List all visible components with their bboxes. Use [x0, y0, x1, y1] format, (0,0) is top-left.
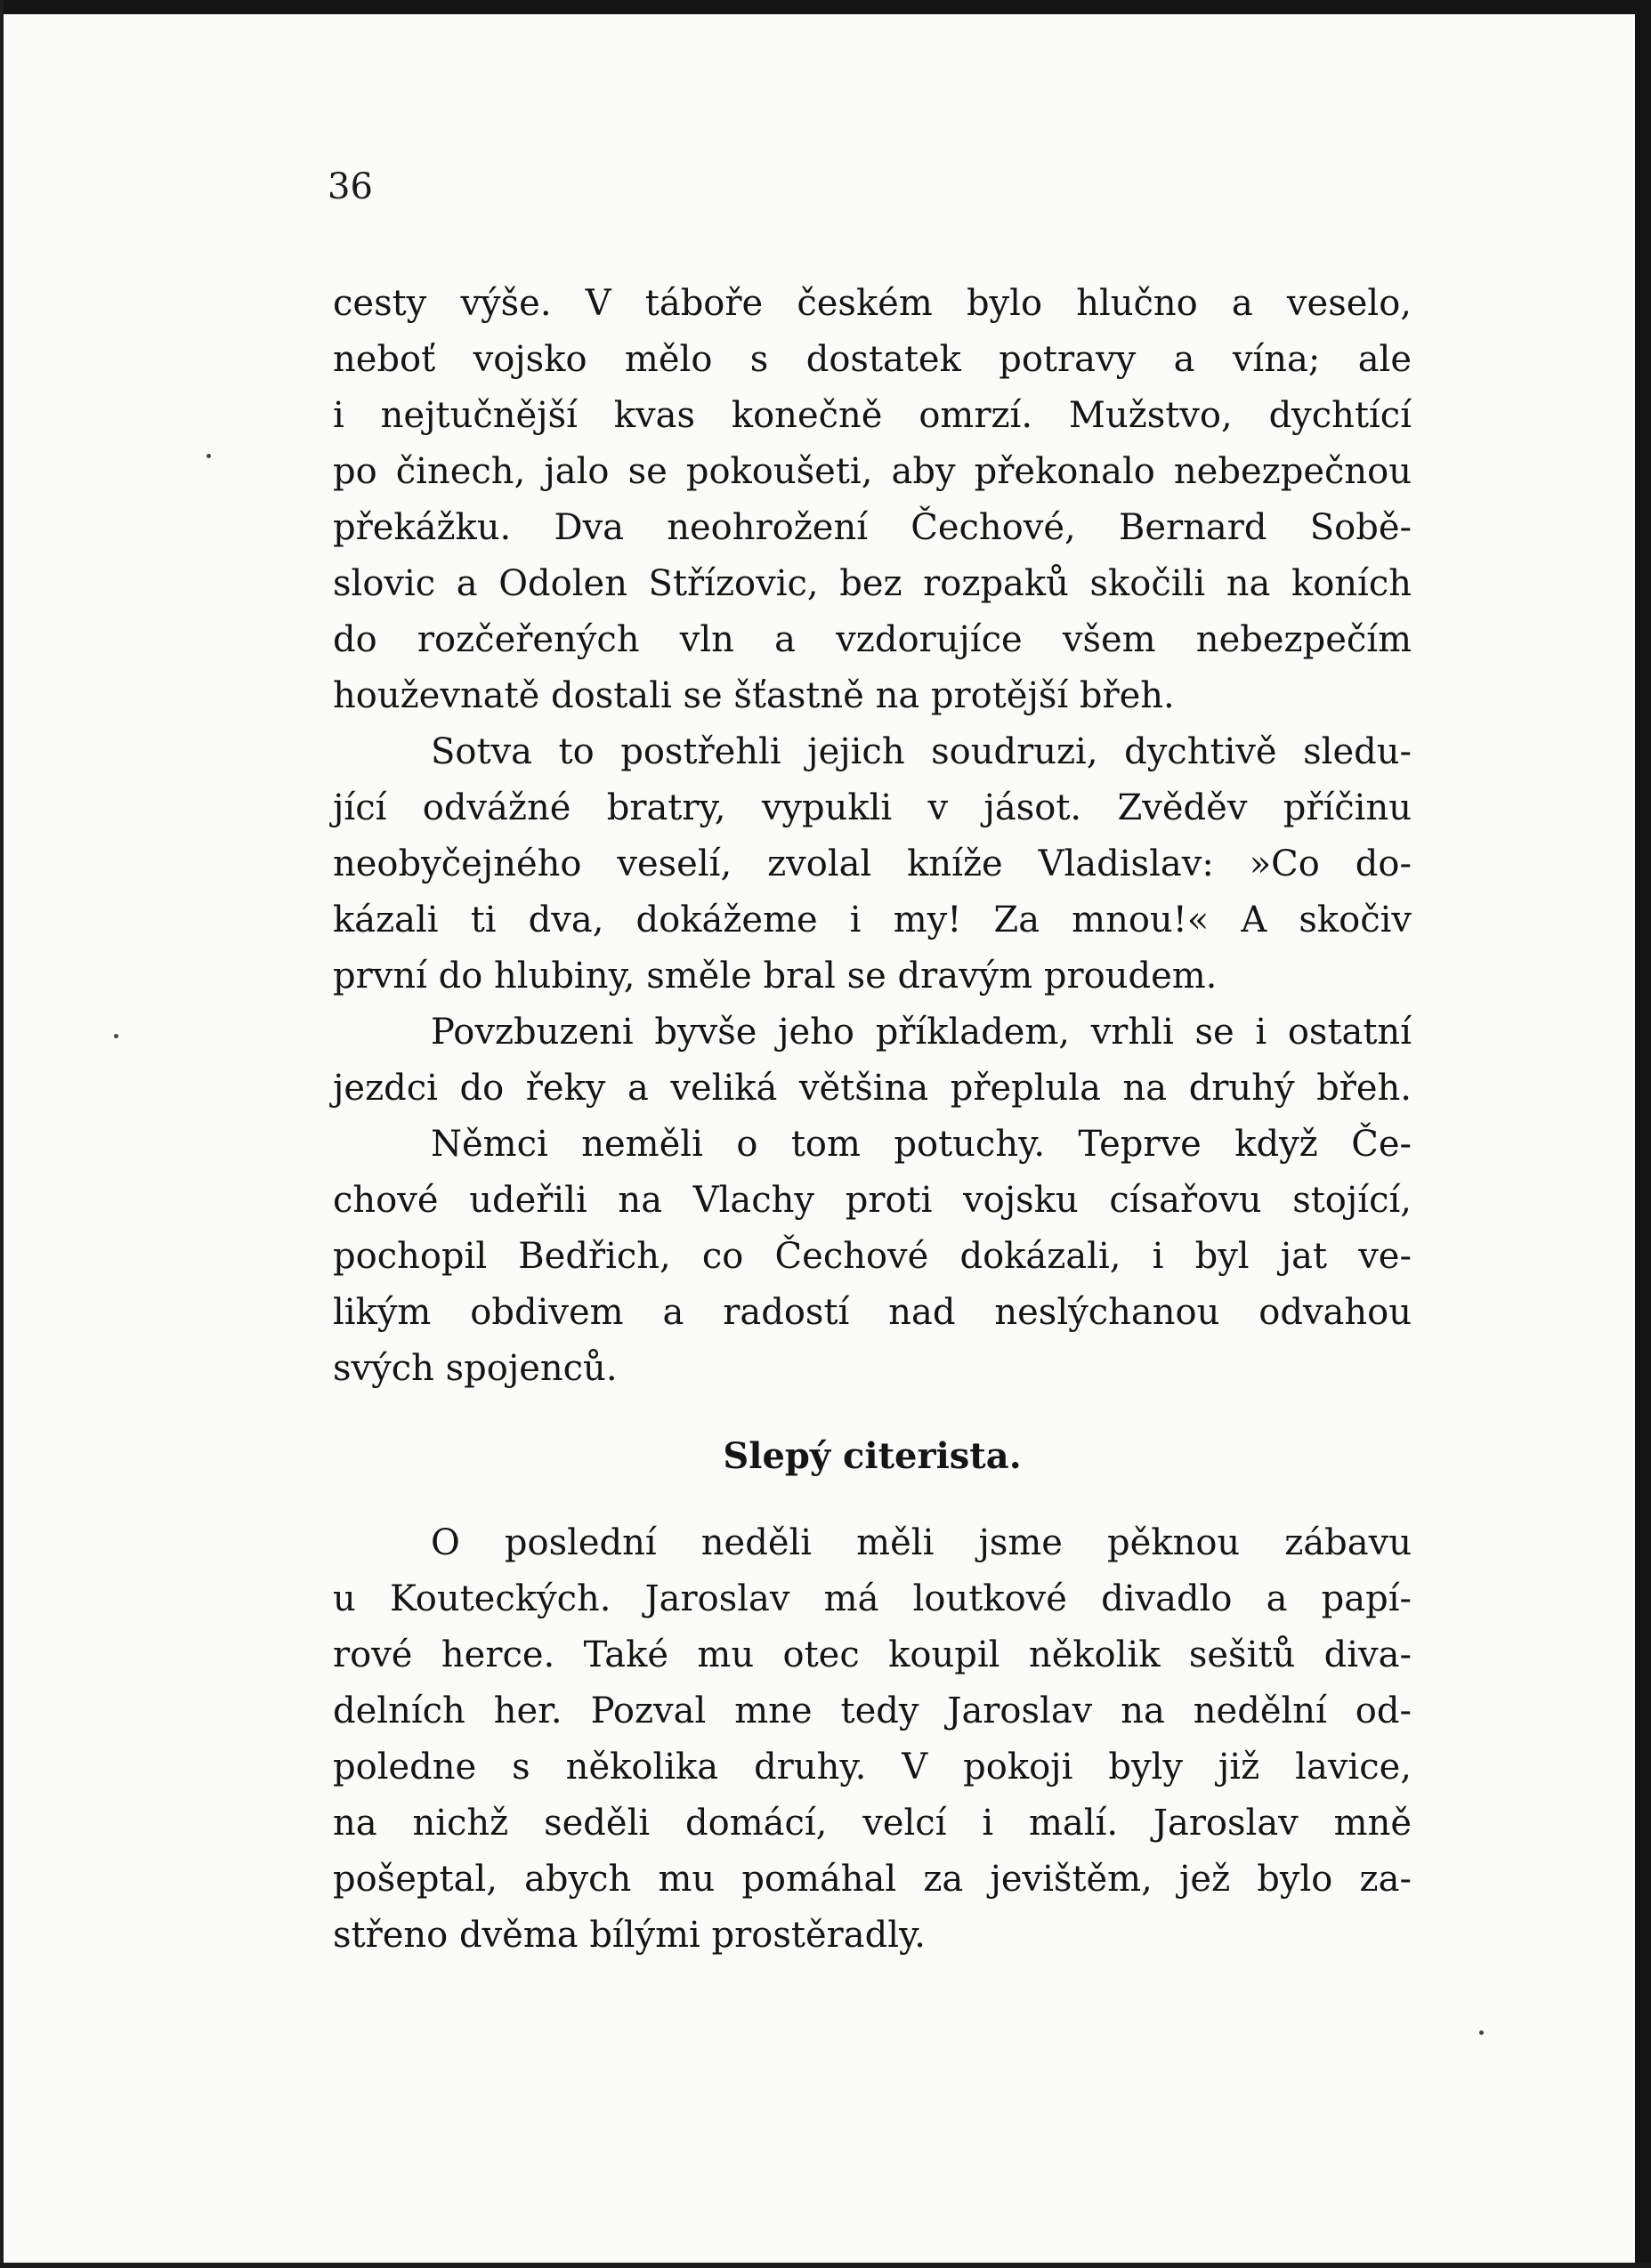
- text-line: poledne s několika druhy. V pokoji byly již lavice,: [333, 1747, 1412, 1788]
- text-line: do rozčeřených vln a vzdorujíce všem nebezpečím: [333, 619, 1412, 660]
- text-line: jezdci do řeky a veliká většina přeplula na druhý břeh.: [333, 1068, 1412, 1109]
- scan-border-bottom: [0, 2263, 1651, 2268]
- scan-speck: [206, 454, 211, 458]
- text-line: neobyčejného veselí, zvolal kníže Vladislav: »Co do-: [333, 843, 1412, 884]
- scan-speck: [1479, 2030, 1484, 2035]
- text-line: střeno dvěma bílými prostěradly.: [333, 1915, 926, 1956]
- body-text: [333, 276, 1412, 1964]
- paragraph-3: [333, 1005, 1412, 1117]
- text-line: chové udeřili na Vlachy proti vojsku císařovu stojící,: [333, 1180, 1412, 1221]
- text-line: jící odvážné bratry, vypukli v jásot. Zvěděv příčinu: [333, 787, 1412, 828]
- text-line: O poslední neděli měli jsme pěknou zábavu: [431, 1522, 1412, 1563]
- text-line: kázali ti dva, dokážeme i my! Za mnou!« A skočiv: [333, 900, 1412, 940]
- text-line: delních her. Pozval mne tedy Jaroslav na nedělní od-: [333, 1691, 1412, 1731]
- text-line: cesty výše. V táboře českém bylo hlučno a veselo,: [333, 283, 1412, 324]
- scan-border-right: [1635, 0, 1651, 2268]
- text-line: u Kouteckých. Jaroslav má loutkové divadlo a papí-: [333, 1578, 1412, 1619]
- text-line: houževnatě dostali se šťastně na protější břeh.: [333, 675, 1175, 716]
- text-line: svých spojenců.: [333, 1348, 618, 1389]
- text-line: neboť vojsko mělo s dostatek potravy a vína; ale: [333, 339, 1412, 380]
- text-line: Němci neměli o tom potuchy. Teprve když Če-: [431, 1124, 1412, 1165]
- text-line: i nejtučnější kvas konečně omrzí. Mužstvo, dychtící: [333, 395, 1412, 436]
- text-line: po činech, jalo se pokoušeti, aby překonalo nebezpečnou: [333, 451, 1412, 492]
- section-heading: Slepý citerista.: [723, 1435, 1022, 1477]
- scan-speck: [114, 1034, 118, 1038]
- text-line: Povzbuzeni byvše jeho příkladem, vrhli se i ostatní: [431, 1012, 1412, 1053]
- text-line: slovic a Odolen Střízovic, bez rozpaků skočili na koních: [333, 563, 1412, 604]
- text-line: na nichž seděli domácí, velcí i malí. Jaroslav mně: [333, 1803, 1412, 1844]
- text-line: pošeptal, abych mu pomáhal za jevištěm, jež bylo za-: [333, 1859, 1412, 1900]
- page-number: 36: [328, 166, 373, 207]
- text-line: první do hlubiny, směle bral se dravým proudem.: [333, 956, 1218, 997]
- text-line: likým obdivem a radostí nad neslýchanou odvahou: [333, 1292, 1412, 1333]
- scan-border-top: [0, 0, 1651, 14]
- paragraph-1: [333, 276, 1412, 724]
- paragraph-5: [333, 1515, 1412, 1964]
- paragraph-4: [333, 1117, 1412, 1397]
- text-line: pochopil Bedřich, co Čechové dokázali, i byl jat ve-: [333, 1236, 1412, 1277]
- text-line: rové herce. Také mu otec koupil několik sešitů diva-: [333, 1634, 1412, 1675]
- paragraph-2: [333, 724, 1412, 1005]
- text-line: Sotva to postřehli jejich soudruzi, dychtivě sledu-: [431, 731, 1412, 772]
- text-line: překážku. Dva neohrožení Čechové, Bernard Sobě-: [333, 507, 1412, 548]
- scan-border-left: [0, 0, 4, 2268]
